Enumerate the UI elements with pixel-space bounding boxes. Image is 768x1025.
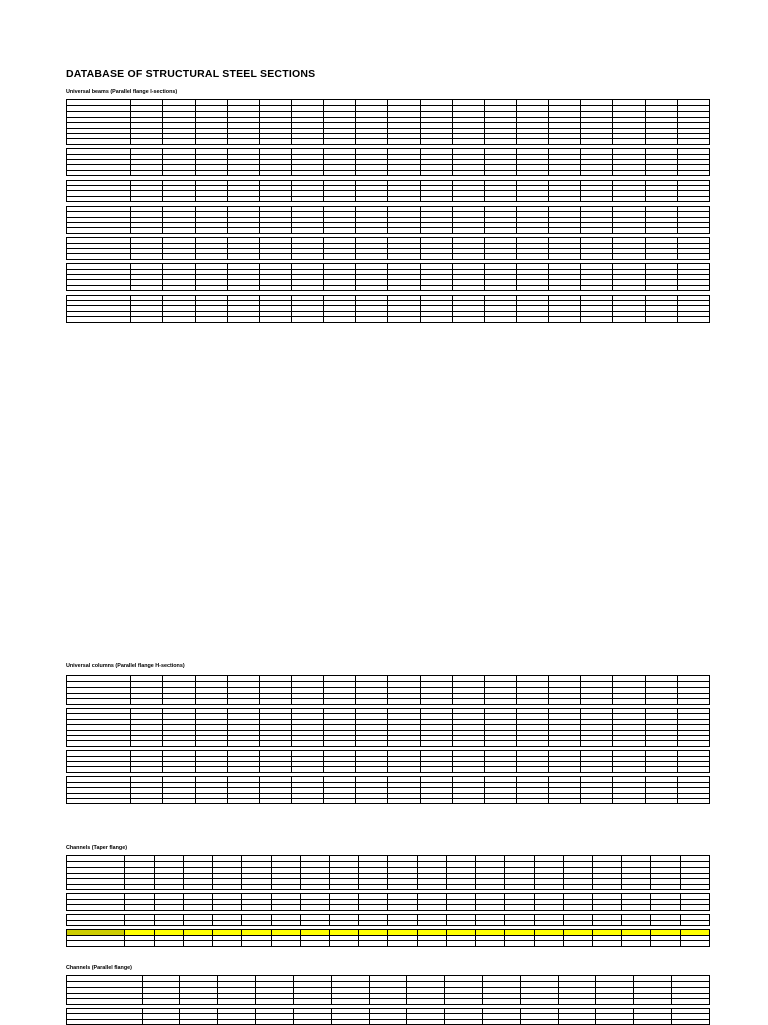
table-cell bbox=[330, 941, 359, 946]
table-row bbox=[67, 941, 710, 946]
table-cell bbox=[420, 798, 452, 803]
table-cell bbox=[324, 317, 356, 322]
table-cell bbox=[356, 798, 388, 803]
table-cell bbox=[476, 941, 505, 946]
table-cell bbox=[195, 798, 227, 803]
table-cell bbox=[388, 941, 417, 946]
table-cell bbox=[677, 798, 709, 803]
universal-beams-table bbox=[66, 99, 710, 323]
table-cell bbox=[292, 798, 324, 803]
table-cell bbox=[183, 941, 212, 946]
table-cell bbox=[677, 317, 709, 322]
table-cell bbox=[271, 941, 300, 946]
table-cell bbox=[446, 941, 475, 946]
table-cell bbox=[592, 941, 621, 946]
table-cell bbox=[534, 941, 563, 946]
table-cell bbox=[613, 798, 645, 803]
table-cell bbox=[549, 798, 581, 803]
table-cell bbox=[645, 317, 677, 322]
table-cell bbox=[154, 941, 183, 946]
table-cell bbox=[417, 941, 446, 946]
table-cell bbox=[420, 317, 452, 322]
table-cell bbox=[213, 941, 242, 946]
table-cell bbox=[622, 941, 651, 946]
table-cell bbox=[452, 317, 484, 322]
table-cell bbox=[613, 317, 645, 322]
table-cell bbox=[131, 798, 163, 803]
section-title-channels-taper-flange: Channels (Taper flange) bbox=[66, 845, 128, 851]
table-cell bbox=[484, 798, 516, 803]
table-cell bbox=[484, 317, 516, 322]
table-cell bbox=[67, 798, 131, 803]
table-cell bbox=[163, 798, 195, 803]
table-row bbox=[67, 317, 710, 322]
taper-flange-channels-table bbox=[66, 855, 710, 947]
table-cell bbox=[227, 798, 259, 803]
table-cell bbox=[645, 798, 677, 803]
universal-columns-table bbox=[66, 675, 710, 804]
table-cell bbox=[581, 317, 613, 322]
table-cell bbox=[680, 941, 709, 946]
table-cell bbox=[388, 317, 420, 322]
table-cell bbox=[67, 941, 125, 946]
table-cell bbox=[125, 941, 154, 946]
section-title-channels-parallel-flange: Channels (Parallel flange) bbox=[66, 965, 132, 971]
table-row bbox=[67, 798, 710, 803]
parallel-flange-channels-table bbox=[66, 975, 710, 1025]
table-cell bbox=[242, 941, 271, 946]
section-title-universal-beams: Universal beams (Parallel flange I-sections) bbox=[66, 89, 178, 95]
table-cell bbox=[131, 317, 163, 322]
table-cell bbox=[549, 317, 581, 322]
table-cell bbox=[388, 798, 420, 803]
table-cell bbox=[163, 317, 195, 322]
table-cell bbox=[227, 317, 259, 322]
table-cell bbox=[300, 941, 329, 946]
table-cell bbox=[517, 317, 549, 322]
table-cell bbox=[324, 798, 356, 803]
table-cell bbox=[259, 317, 291, 322]
table-cell bbox=[356, 317, 388, 322]
table-cell bbox=[195, 317, 227, 322]
table-cell bbox=[359, 941, 388, 946]
table-cell bbox=[292, 317, 324, 322]
section-title-universal-columns: Universal columns (Parallel flange H-sections) bbox=[66, 663, 185, 669]
table-cell bbox=[67, 317, 131, 322]
table-cell bbox=[452, 798, 484, 803]
table-cell bbox=[517, 798, 549, 803]
page-title: DATABASE OF STRUCTURAL STEEL SECTIONS bbox=[66, 68, 316, 80]
table-cell bbox=[505, 941, 534, 946]
table-cell bbox=[581, 798, 613, 803]
table-cell bbox=[563, 941, 592, 946]
table-cell bbox=[259, 798, 291, 803]
table-cell bbox=[651, 941, 680, 946]
